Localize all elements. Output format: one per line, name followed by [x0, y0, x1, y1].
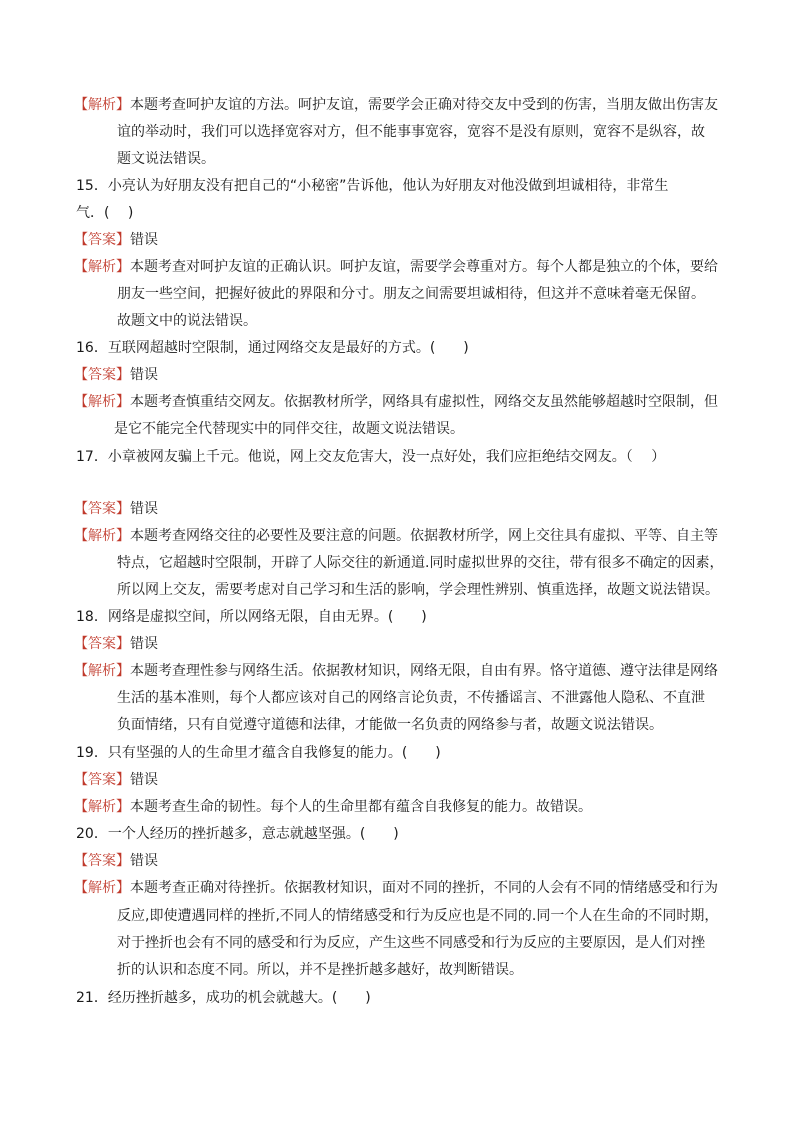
analysis-continuation: 折的认识和态度不同。所以，并不是挫折越多越好，故判断错误。	[117, 962, 523, 978]
answer-text: 错误	[130, 232, 158, 248]
analysis-continuation: 对于挫折也会有不同的感受和行为反应，产生这些不同感受和行为反应的主要原因，是人们对挫	[117, 935, 705, 951]
analysis-tag: 【解析】	[74, 97, 130, 113]
analysis-continuation: 反应,即使遭遇同样的挫折,不同人的情绪感受和行为反应也是不同的.同一个人在生命的不同时期，	[117, 908, 719, 924]
question-15: 15．小亮认为好朋友没有把自己的“小秘密”告诉他，他认为好朋友对他没做到坦诚相待，非常生	[76, 178, 669, 194]
analysis-continuation: 谊的举动时，我们可以选择宽容对方，但不能事事宽容，宽容不是没有原则，宽容不是纵容，故	[117, 124, 705, 140]
answer-text: 错误	[130, 367, 158, 383]
analysis-continuation: 题文说法错误。	[117, 151, 215, 167]
analysis-line	[74, 96, 718, 114]
analysis-text: 本题考查网络交往的必要性及要注意的问题。依据教材所学，网上交往具有虚拟、平等、自主等	[130, 528, 718, 544]
answer-line	[74, 852, 158, 870]
answer-line	[74, 231, 158, 249]
question-20: 20．一个人经历的挫折越多，意志就越坚强。( )	[76, 826, 399, 842]
answer-text: 错误	[130, 853, 158, 869]
analysis-text: 本题考查对呵护友谊的正确认识。呵护友谊，需要学会尊重对方。每个人都是独立的个体，要给	[130, 259, 718, 275]
question-19: 19．只有坚强的人的生命里才蕴含自我修复的能力。( )	[76, 745, 441, 761]
analysis-continuation: 朋友一些空间，把握好彼此的界限和分寸。朋友之间需要坦诚相待，但这并不意味着毫无保留。	[117, 286, 705, 302]
analysis-text: 本题考查生命的韧性。每个人的生命里都有蕴含自我修复的能力。故错误。	[130, 799, 592, 815]
analysis-tag: 【解析】	[74, 528, 130, 544]
analysis-continuation: 特点，它超越时空限制，开辟了人际交往的新通道.同时虚拟世界的交往，带有很多不确定的因素，	[117, 555, 724, 571]
question-17: 17．小章被网友骗上千元。他说，网上交友危害大，没一点好处，我们应拒绝结交网友。（ ）	[76, 449, 666, 465]
question-18: 18．网络是虚拟空间，所以网络无限，自由无界。( )	[76, 609, 427, 625]
analysis-text: 本题考查呵护友谊的方法。呵护友谊，需要学会正确对待交友中受到的伤害，当朋友做出伤害友	[130, 97, 718, 113]
analysis-continuation: 生活的基本准则，每个人都应该对自己的网络言论负责，不传播谣言、不泄露他人隐私、不直泄	[117, 690, 705, 706]
analysis-tag: 【解析】	[74, 394, 130, 410]
analysis-text: 本题考查正确对待挫折。依据教材知识，面对不同的挫折，不同的人会有不同的情绪感受和行为	[130, 880, 718, 896]
analysis-line	[74, 527, 718, 545]
answer-tag: 【答案】	[74, 636, 130, 652]
answer-line	[74, 635, 158, 653]
answer-line	[74, 771, 158, 789]
question-15-continuation: 气．( )	[76, 205, 134, 221]
answer-tag: 【答案】	[74, 853, 130, 869]
answer-tag: 【答案】	[74, 367, 130, 383]
analysis-line	[74, 798, 592, 816]
question-16: 16．互联网超越时空限制，通过网络交友是最好的方式。( )	[76, 340, 469, 356]
answer-tag: 【答案】	[74, 232, 130, 248]
analysis-tag: 【解析】	[74, 799, 130, 815]
analysis-tag: 【解析】	[74, 663, 130, 679]
analysis-line	[74, 879, 718, 897]
analysis-line	[74, 258, 718, 276]
analysis-text: 本题考查慎重结交网友。依据教材所学，网络具有虚拟性，网络交友虽然能够超越时空限制，但	[130, 394, 718, 410]
analysis-continuation: 是它不能完全代替现实中的同伴交往，故题文说法错误。	[114, 421, 464, 437]
answer-tag: 【答案】	[74, 772, 130, 788]
analysis-text: 本题考查理性参与网络生活。依据教材知识，网络无限，自由有界。恪守道德、遵守法律是网络	[130, 663, 718, 679]
analysis-line	[74, 393, 718, 411]
analysis-continuation: 负面情绪，只有自觉遵守道德和法律，才能做一名负责的网络参与者，故题文说法错误。	[117, 717, 663, 733]
answer-line	[74, 500, 158, 518]
analysis-tag: 【解析】	[74, 259, 130, 275]
answer-line	[74, 366, 158, 384]
question-21: 21．经历挫折越多，成功的机会就越大。( )	[76, 990, 371, 1006]
analysis-continuation: 故题文中的说法错误。	[117, 313, 257, 329]
analysis-tag: 【解析】	[74, 880, 130, 896]
answer-text: 错误	[130, 636, 158, 652]
answer-text: 错误	[130, 501, 158, 517]
analysis-line	[74, 662, 718, 680]
answer-tag: 【答案】	[74, 501, 130, 517]
analysis-continuation: 所以网上交友，需要考虑对自己学习和生活的影响，学会理性辨别、慎重选择，故题文说法错误。	[117, 582, 719, 598]
answer-text: 错误	[130, 772, 158, 788]
